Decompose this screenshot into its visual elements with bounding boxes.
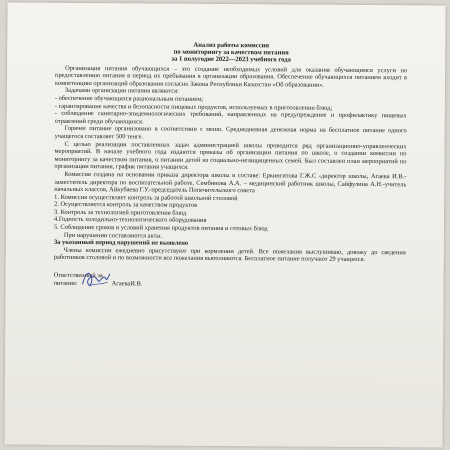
task-item-1: - обеспечение обучающихся рациональным питанием; — [54, 94, 204, 103]
task-item-2: - гарантирование качества и безопасности пищевых продуктов, используемых в приготовлении блюд; — [54, 102, 333, 112]
signature-line-2: питание: — [53, 279, 78, 288]
acts-note: При нарушении составляются акты. — [63, 231, 163, 240]
list-item: 5. Соблюдение сроков и условий хранения продуктов питания и готовых блюд — [53, 223, 268, 233]
task-item-3: - соблюдение санитарно-эпидемиологических требований, направленных на предупреждение и профилактику пищевых отравлений среди обучающихся. — [54, 109, 407, 126]
measures-paragraph: С целью реализации поставленных задач администрацией школы проводится ряд организационно-управленческих мероприятий. В начале учебного года издаются приказы об организации питания по школе, о создании комиссии по мониторингу за качеством питания, о питании детей из социально-незащищенных семей. Был составлен план мероприятий по организации питания, график питания учащихся. — [54, 140, 407, 172]
paper-sheet — [4, 2, 445, 447]
title-line-1: Анализ работы комиссии — [193, 41, 270, 50]
commission-paragraph: Комиссия создана на основании приказа директора школы в составе: Еркингитова Г.Ж.С -директор школы, Агаева И.В.-заместитель директора по воспитательной работе, Сембинова А.А. – медицинский работник школы, Сайфулина А.Н.-учитель начальных классов, Айкубаева Г.У.-председатель Попечительского совета — [54, 170, 407, 195]
list-item: 1. Комиссия осуществляет контроль за работой школьной столовой — [54, 193, 238, 202]
no-violations-note: За указанный период нарушений не выявлено — [53, 239, 189, 248]
list-item: 3. Контроль за технологией приготовления блюд — [54, 208, 187, 217]
signature-line-1: Ответственный за — [53, 271, 103, 280]
title-line-3: за 1 полугодие 2022—2023 учебного года — [171, 56, 291, 64]
intro-paragraph: Организация питания обучающихся – это создание необходимых условий для оказания обучающимся услуги по предоставлению питания в период их пребывания в организации образования. Обеспечение обучающихся питанием входит в компетенцию организаций образования согласно Закона Республики Казахстан «Об образовании». — [54, 64, 408, 89]
signature-block — [54, 272, 406, 290]
meals-paragraph: Горячее питание организовано в соответствии с меню. Среднедневная денежная норма на бесплатное питание одного учащегося составляет 500 тенге. — [54, 125, 407, 141]
control-list — [54, 194, 406, 234]
title-line-2: по мониторингу за качеством питания — [173, 48, 289, 57]
tasks-heading: Задачами организации питания являются: — [64, 87, 179, 96]
signature-name: АгаеваИ.В. — [111, 280, 143, 288]
document-title — [55, 41, 407, 65]
list-item: 4.Годность холодильно-технологического оборудования — [54, 216, 207, 225]
handwritten-signature — [80, 268, 114, 290]
closing-paragraph: Члены комиссии ежедневно присутствуют при кормлении детей. Все пожелания выслушиваю, довожу до сведения работников столовой и по возможности все пожелания выполняются. Бесплатное питание получают 29 учащихся. — [53, 246, 406, 264]
document-body — [54, 41, 408, 290]
list-item: 2. Осуществляется контроль за качеством продуктов — [54, 201, 198, 210]
